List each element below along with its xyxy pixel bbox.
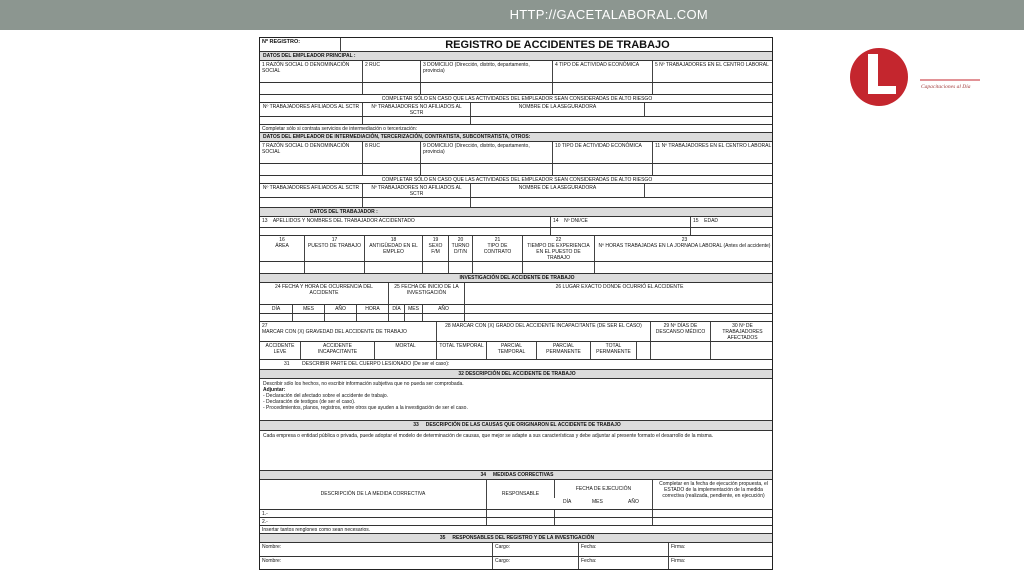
causes-box[interactable]: Cada empresa o entidad pública o privada, puede adoptar el modelo de determinación de causas, que mejor se adapte a sus características y debe adjuntar al presente formato el desarrollo de la misma. [260,431,773,471]
worker-row-1-input[interactable] [260,228,773,236]
sctr2-input-row[interactable] [260,198,773,208]
responsible-row[interactable]: Nombre: Cargo: Fecha: Firma: [260,557,773,570]
employer-col: 5 Nº TRABAJADORES EN EL CENTRO LABORAL [652,61,773,82]
alto-riesgo-row: COMPLETAR SÓLO EN CASO QUE LAS ACTIVIDADES DEL EMPLEADOR SEAN CONSIDERADAS DE ALTO RIESGO [260,95,773,103]
employer2-header-row: 7 RAZÓN SOCIAL O DENOMINACIÓN SOCIAL 8 RUC 9 DOMICILIO (Dirección, distrito, departamento, provincia) 10 TIPO DE ACTIVIDAD ECONÓMICA 11 Nº TRABAJADORES EN EL CENTRO LABORAL [260,142,773,164]
insert-rows-note: Insertar tantos renglones como sean necesarios. [260,526,773,534]
worker-row-1: 13 APELLIDOS Y NOMBRES DEL TRABAJADOR ACCIDENTADO 14 Nº DNI/CE 15 EDAD [260,217,773,228]
section-investigation: INVESTIGACIÓN DEL ACCIDENTE DE TRABAJO [260,274,773,283]
site-url[interactable]: HTTP://GACETALABORAL.COM [509,7,708,22]
option-incapacitante: ACCIDENTE INCAPACITANTE [300,342,374,359]
worker-row-2-input[interactable] [260,262,773,274]
section-causes: 33 DESCRIPCIÓN DE LAS CAUSAS QUE ORIGINARON EL ACCIDENTE DE TRABAJO [260,421,773,431]
sctr-input-row[interactable] [260,117,773,125]
employer-header-row [260,61,773,83]
option-mortal: MORTAL [374,342,436,359]
responsible-row[interactable]: Nombre: Cargo: Fecha: Firma: [260,543,773,557]
option-total-permanente: TOTAL PERMANENTE [590,342,636,359]
employer-col: 2 RUC [362,61,420,82]
option-parcial-permanente: PARCIAL PERMANENTE [536,342,590,359]
measure-row[interactable]: 2.- [260,518,773,526]
section-employer-intermediacion: DATOS DEL EMPLEADOR DE INTERMEDIACIÓN, TERCERIZACIÓN, CONTRATISTA, SUBCONTRATISTA, OTROS: [260,133,773,142]
employer-col: 4 TIPO DE ACTIVIDAD ECONÓMICA [552,61,652,82]
severity-header-row: 27 MARCAR CON (X) GRAVEDAD DEL ACCIDENTE DE TRABAJO 28 MARCAR CON (X) GRADO DEL ACCIDENTE INCAPACITANTE (DE SER EL CASO) 29 Nº DÍAS DE DESCANSO MÉDICO 30 Nº DE TRABAJADORES AFECTADOS [260,322,773,342]
severity-options-row[interactable] [260,342,773,360]
form-title: REGISTRO DE ACCIDENTES DE TRABAJO [340,38,773,51]
measure-row[interactable]: 1.- [260,510,773,518]
sctr2-header-row: Nº TRABAJADORES AFILIADOS AL SCTR Nº TRABAJADORES NO AFILIADOS AL SCTR NOMBRE DE LA ASEGURADORA [260,184,773,198]
employer-col: 1 RAZÓN SOCIAL O DENOMINACIÓN SOCIAL [262,62,350,74]
section-responsibles: 35 RESPONSABLES DEL REGISTRO Y DE LA INVESTIGACIÓN [260,534,773,543]
worker-row-2: 16 ÁREA 17 PUESTO DE TRABAJO 18 ANTIGÜEDAD EN EL EMPLEO 19 SEXO F/M 20 TURNO D/T/N 21 TIPO DE CONTRATO 22 TIEMPO DE EXPERIENCIA EN EL PUESTO DE TRABAJO 23 Nº HORAS TRABAJADAS EN LA JORNADA LABORAL (Antes del accidente) [260,236,773,262]
title-row [260,38,773,52]
option-leve: ACCIDENTE LEVE [265,343,295,355]
section-worker: DATOS DEL TRABAJADOR : [260,208,773,217]
option-parcial-temporal: PARCIAL TEMPORAL [486,342,536,359]
measures-header-row: DESCRIPCIÓN DE LA MEDIDA CORRECTIVA RESPONSABLE FECHA DE EJECUCIÓN Completar en la fecha de ejecución propuesta, el ESTADO de la implementación de la medida correctiva (realizada, pendiente, en ejecución) [260,480,773,510]
section-description: 32 DESCRIPCIÓN DEL ACCIDENTE DE TRABAJO [260,370,773,379]
employer2-input-row[interactable] [260,164,773,176]
body-parts-row: 31 DESCRIBIR PARTE DEL CUERPO LESIONADO (De ser el caso): [260,360,773,370]
option-total-temporal: TOTAL TEMPORAL [436,342,486,359]
section-measures: 34 MEDIDAS CORRECTIVAS [260,471,773,480]
top-bar [0,0,1024,30]
alto-riesgo-row-2: COMPLETAR SÓLO EN CASO QUE LAS ACTIVIDADES DEL EMPLEADOR SEAN CONSIDERADAS DE ALTO RIESGO [260,176,773,184]
laboral-logo [848,44,980,110]
section-employer-principal: DATOS DEL EMPLEADOR PRINCIPAL : [260,52,773,61]
logo-tagline: Capacitaciones al Día [921,84,971,90]
employer-input-row[interactable] [260,83,773,95]
accident-register-form: Nº REGISTRO: REGISTRO DE ACCIDENTES DE TRABAJO DATOS DEL EMPLEADOR PRINCIPAL : 1 RAZÓN SOCIAL O DENOMINACIÓN SOCIAL 2 RUC 3 DOMICILIO (Dirección, distrito, departamento, provincia) 4 TIPO DE ACTIVIDAD ECONÓMICA 5 Nº TRABAJADORES EN EL CENTRO LABORAL COMPLETAR SÓLO EN CASO QUE LAS ACTIVIDADES DEL EMPLEADOR SEAN CONSIDERADAS DE ALTO RIESGO Nº TRABAJADORES AFILIADOS AL SCTR Nº TRABAJADORES NO AFILIADOS AL SCTR NOMBRE DE LA ASEGURADORA Completar sólo si contrata servicios de intermediación o tercerización: DATOS DEL EMPLEADOR DE INTERMEDIACIÓN, TERCERIZACIÓN, CONTRATISTA, SUBCONTRATISTA, OTROS: 7 RAZÓN SOCIAL O DENOMINACIÓN SOCIAL 8 RUC 9 DOMICILIO (Dirección, distrito, departamento, provincia) 10 TIPO DE ACTIVIDAD ECONÓMICA 11 Nº TRABAJADORES EN EL CENTRO LABORAL COMPLETAR SÓLO EN CASO QUE LAS ACTIVIDADES DEL EMPLEADOR SEAN CONSIDERADAS DE ALTO RIESGO Nº TRABAJADORES AFILIADOS AL SCTR Nº TRABAJADORES NO AFILIADOS AL SCTR NOMBRE DE LA ASEGURADORA DATOS DEL TRABAJADOR : 13 APELLIDOS Y NOMBRES DEL TRABAJADOR ACCIDENTADO 14 Nº DNI/CE 15 EDAD 16 ÁREA 17 PUESTO DE TRABAJO 18 ANTIGÜEDAD EN EL EMPLEO 19 SEXO F/M 20 TURNO D/T/N 21 TIPO DE CONTRATO 22 TIEMPO DE EXPERIENCIA EN EL PUESTO DE TRABAJO 23 Nº HORAS TRABAJADAS EN LA JORNADA LABORAL (Antes del accidente) INVESTIGACIÓN DEL ACCIDENTE DE TRABAJO 24 FECHA Y HORA DE OCURRENCIA DEL ACCIDENTE 25 FECHA DE INICIO DE LA INVESTIGACIÓN 26 LUGAR EXACTO DONDE OCURRIÓ EL ACCIDENTE DÍA MES AÑO HORA DÍA MES AÑO 27 MARCAR CON (X) GRAVEDAD DEL ACCIDENTE DE TRABAJO 28 MARCAR CON (X) GRADO DEL ACCIDENTE INCAPACITANTE (DE SER EL CASO) 29 Nº DÍAS DE DESCANSO MÉDICO 30 Nº DE TRABAJADORES AFECTADOS ACCIDENTE LEVE ACCIDENTE INCAPACITANTE MORTAL TOTAL TEMPORAL PARCIAL TEMPORAL PARCIAL PERMANENTE TOTAL PERMANENTE 31 DESCRIBIR PARTE DEL CUERPO LESIONADO (De ser el caso): 32 DESCRIPCIÓN DEL ACCIDENTE DE TRABAJO Describir sólo los hechos, no escribir información subjetiva que no pueda ser comprobada. Adjuntar: - Declaración del afectado sobre el accidente de trabajo. - Declaración de testigos (de ser el caso). - Procedimientos, planos, registros, entre otros que ayuden a la investigación de ser el caso. 33 DESCRIPCIÓN DE LAS CAUSAS QUE ORIGINARON EL ACCIDENTE DE TRABAJO Cada empresa o entidad pública o privada, puede adoptar el modelo de determinación de causas, que mejor se adapte a sus características y debe adjuntar al presente formato el desarrollo de la misma. 34 MEDIDAS CORRECTIVAS DESCRIPCIÓN DE LA MEDIDA CORRECTIVA RESPONSABLE FECHA DE EJECUCIÓN Completar en la fecha de ejecución propuesta, el ESTADO de la implementación de la medida correctiva (realizada, pendiente, en ejecución) DÍA MES AÑO 1.- 2.- Insertar tantos renglones como sean necesarios. 35 RESPONSABLES DEL REGISTRO Y DE LA INVESTIGACIÓN Nombre: Cargo: Fecha: Firma: Nombre: Cargo: Fecha: Firma: [259,37,773,570]
sctr-header-row: Nº TRABAJADORES AFILIADOS AL SCTR Nº TRABAJADORES NO AFILIADOS AL SCTR NOMBRE DE LA ASEGURADORA [260,103,773,117]
logo-mark-icon [848,44,980,110]
description-box[interactable]: Describir sólo los hechos, no escribir información subjetiva que no pueda ser comprobada. Adjuntar: - Declaración del afectado sobre el accidente de trabajo. - Declaración de testigos (de ser el caso). - Procedimientos, planos, registros, entre otros que ayuden a la investigación de ser el caso. [260,379,773,421]
employer-col: 3 DOMICILIO (Dirección, distrito, departamento, provincia) [420,61,552,82]
intermediacion-note-row: Completar sólo si contrata servicios de intermediación o tercerización: [260,125,773,133]
investigation-date-cols: DÍA MES AÑO HORA DÍA MES AÑO [260,305,773,314]
registro-label: Nº REGISTRO: [262,39,301,45]
investigation-input-row[interactable] [260,314,773,322]
investigation-header-row: 24 FECHA Y HORA DE OCURRENCIA DEL ACCIDENTE 25 FECHA DE INICIO DE LA INVESTIGACIÓN 26 LUGAR EXACTO DONDE OCURRIÓ EL ACCIDENTE [260,283,773,305]
